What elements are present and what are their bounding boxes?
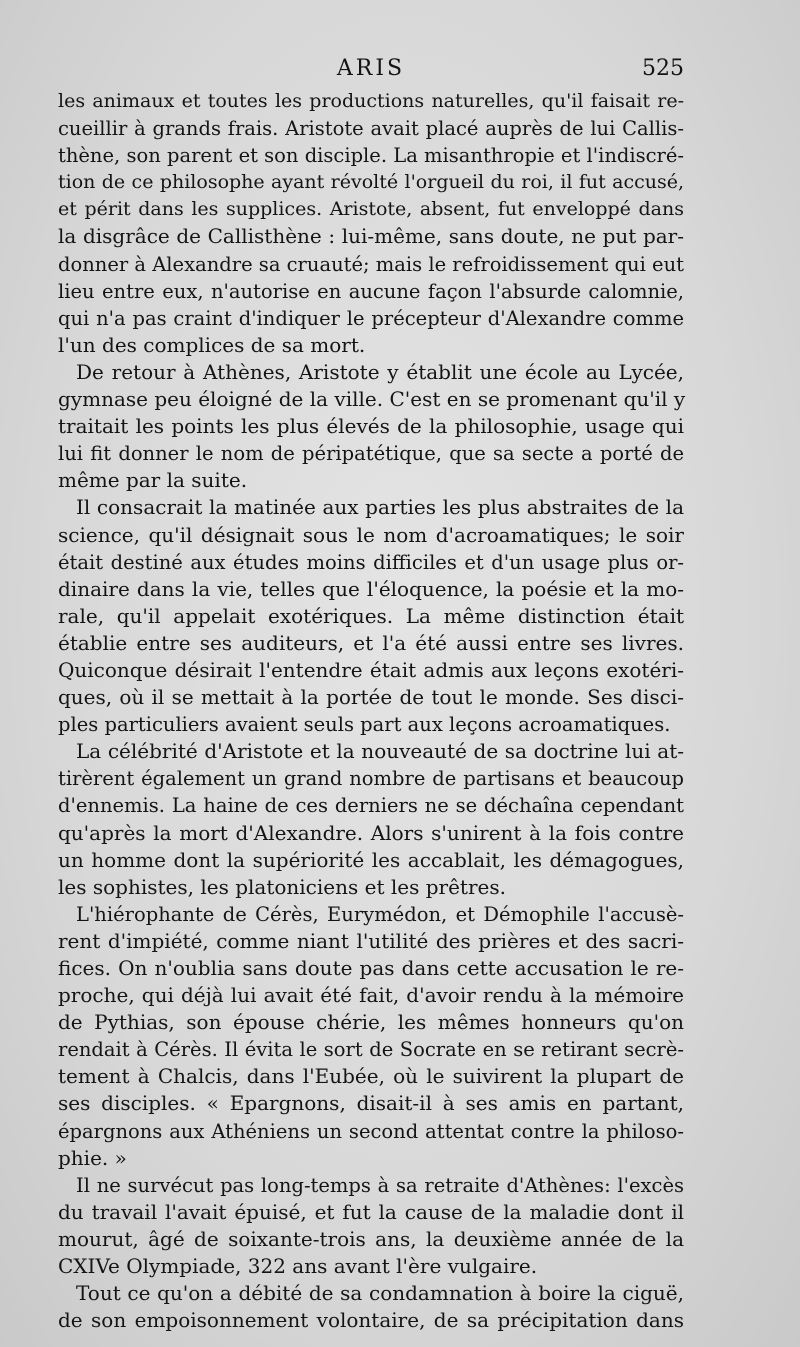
text-line: mourut, âgé de soixante-trois ans, la deuxième année de la [58,1226,684,1251]
text-line: Tout ce qu'on a débité de sa condamnation à boire la ciguë, [76,1281,684,1306]
text-line: qui n'a pas craint d'indiquer le précepteur d'Alexandre comme [58,306,684,330]
text-line: tion de ce philosophe ayant révolté l'orgueil du roi, il fut accusé, [58,171,684,194]
text-line: la disgrâce de Callisthène : lui-même, sans doute, ne put par- [58,224,684,249]
text-line: fices. On n'oublia sans doute pas dans cette accusation le re- [58,956,684,980]
running-title: ARIS [336,56,406,81]
page-header [58,56,684,86]
text-line: donner à Alexandre sa cruauté; mais le refroidissement qui eut [58,252,684,276]
text-line: dinaire dans la vie, telles que l'éloquence, la poésie et la mo- [58,576,684,601]
text-line: établie entre ses auditeurs, et l'a été aussi entre ses livres. [58,630,684,655]
text-line: proche, qui déjà lui avait été fait, d'avoir rendu à la mémoire [58,983,684,1008]
text-line: de Pythias, son épouse chérie, les mêmes honneurs qu'on [58,1010,684,1035]
text-line: Quiconque désirait l'entendre était admis aux leçons exotéri- [58,657,684,682]
text-line: était destiné aux études moins difficiles et d'un usage plus or- [58,550,684,574]
body-text [58,88,684,1334]
text-line: thène, son parent et son disciple. La misanthropie et l'indiscré- [58,144,684,168]
text-line: tement à Chalcis, dans l'Eubée, où le suivirent la plupart de [58,1064,684,1089]
page-number: 525 [642,56,684,81]
text-line: d'ennemis. La haine de ces derniers ne se déchaîna cependant [58,794,684,818]
text-line: rale, qu'il appelait exotériques. La même distinction était [58,603,684,628]
text-line: un homme dont la supériorité les accablait, les démagogues, [58,847,684,872]
text-line: ques, où il se mettait à la portée de tout le monde. Ses disci- [58,685,684,710]
text-line: qu'après la mort d'Alexandre. Alors s'unirent à la fois contre [58,820,684,845]
text-line: l'un des complices de sa mort. [58,332,366,357]
text-line: du travail l'avait épuisé, et fut la cause de la maladie dont il [58,1199,684,1224]
text-line: La célébrité d'Aristote et la nouveauté de sa doctrine lui at- [76,739,684,764]
text-line: phie. » [58,1145,127,1170]
text-line: et périt dans les supplices. Aristote, absent, fut enveloppé dans [58,198,684,221]
text-line: tirèrent également un grand nombre de partisans et beaucoup [58,767,684,791]
text-line: lieu entre eux, n'autorise en aucune façon l'absurde calomnie, [58,279,684,303]
text-line: rent d'impiété, comme niant l'utilité des prières et des sacri- [58,928,684,953]
text-line: ples particuliers avaient seuls part aux leçons acroamatiques. [58,713,671,737]
text-line: Il ne survécut pas long-temps à sa retraite d'Athènes: l'excès [76,1173,684,1197]
text-line: Il consacrait la matinée aux parties les plus abstraites de la [76,495,684,520]
text-line: rendait à Cérès. Il évita le sort de Socrate en se retirant secrè- [58,1038,684,1062]
text-line: CXIVe Olympiade, 322 ans avant l'ère vulgaire. [58,1254,538,1279]
text-line: L'hiérophante de Cérès, Eurymédon, et Démophile l'accusè- [76,902,684,926]
text-line: les sophistes, les platoniciens et les prêtres. [58,874,506,899]
text-line: même par la suite. [58,468,248,493]
text-line: science, qu'il désignait sous le nom d'acroamatiques; le soir [58,522,684,547]
text-line: les animaux et toutes les productions naturelles, qu'il faisait re- [58,90,684,112]
text-line: cueillir à grands frais. Aristote avait placé auprès de lui Callis- [58,117,684,141]
text-line: gymnase peu éloigné de la ville. C'est en se promenant qu'il y [58,387,686,412]
text-line: lui fit donner le nom de péripatétique, que sa secte a porté de [58,442,684,466]
text-line: de son empoisonnement volontaire, de sa précipitation dans [58,1308,684,1333]
text-line: De retour à Athènes, Aristote y établit une école au Lycée, [76,359,684,384]
text-line: épargnons aux Athéniens un second attentat contre la philoso- [58,1119,684,1143]
text-line: ses disciples. « Epargnons, disait-il à ses amis en partant, [58,1091,684,1116]
text-line: traitait les points les plus élevés de la philosophie, usage qui [58,414,684,439]
